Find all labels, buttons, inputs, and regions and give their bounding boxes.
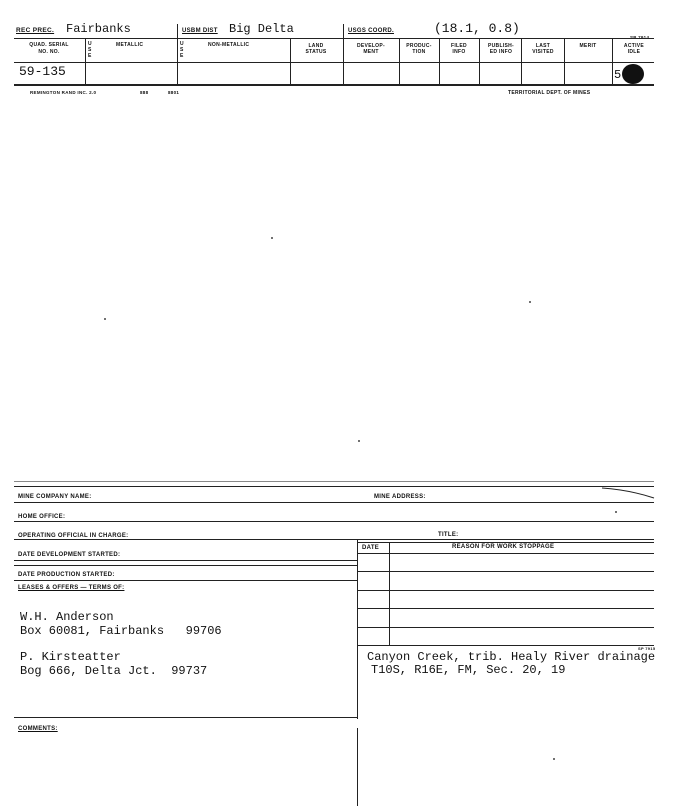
leases-label: LEASES & OFFERS — TERMS OF:: [18, 585, 125, 591]
usgs-coord-label: USGS COORD.: [348, 28, 394, 34]
col-filed-info: FILED INFO: [451, 43, 467, 55]
location-line1: Canyon Creek, trib. Healy River drainage: [367, 650, 656, 664]
col-nonmetallic: NON-METALLIC: [208, 42, 250, 48]
col-divider: [612, 38, 613, 84]
home-office-label: HOME OFFICE:: [18, 514, 66, 520]
usbm-dist-value: Big Delta: [229, 22, 294, 36]
form-line: [14, 580, 357, 581]
col-published-info: PUBLISH- ED INFO: [487, 43, 514, 55]
date-dev-label: DATE DEVELOPMENT STARTED:: [18, 552, 121, 558]
col-use-nonmetallic: U S E: [180, 41, 184, 59]
speck: [104, 318, 106, 320]
location-line2: T10S, R16E, FM, Sec. 20, 19: [371, 663, 566, 677]
card-bottom-line: [14, 84, 654, 86]
form-line: [14, 717, 357, 718]
form-line: [357, 590, 654, 591]
col-divider: [399, 38, 400, 84]
form-code-top: SP 7914: [630, 35, 650, 40]
form-line: [14, 502, 654, 503]
header-top-line: [14, 38, 654, 39]
form-line: [14, 565, 357, 566]
col-divider: [479, 38, 480, 84]
col-development: DEVELOP- MENT: [357, 43, 385, 55]
printer-code-2: 8801: [168, 90, 180, 95]
owner1-address: Box 60081, Fairbanks 99706: [20, 624, 222, 638]
title-label: TITLE:: [438, 532, 459, 538]
col-divider: [290, 38, 291, 84]
form-line: [357, 608, 654, 609]
col-divider: [439, 38, 440, 84]
col-metallic: METALLIC: [116, 42, 144, 48]
speck: [553, 758, 555, 760]
usgs-coord-value: (18.1, 0.8): [434, 21, 520, 36]
col-divider: [343, 38, 344, 84]
form-line: [14, 486, 654, 487]
col-quad: QUAD. SERIAL: [29, 42, 69, 48]
form-line: [14, 521, 654, 522]
col-land-status: LAND STATUS: [305, 43, 327, 55]
col-use-metallic: U S E: [88, 41, 92, 59]
speck: [271, 237, 273, 239]
date-prod-label: DATE PRODUCTION STARTED:: [18, 572, 115, 578]
col-divider: [521, 38, 522, 84]
form-line: [357, 645, 654, 646]
owner1-name: W.H. Anderson: [20, 610, 114, 624]
speck: [615, 511, 617, 513]
comments-divider: [357, 728, 358, 806]
date-col-header: DATE: [362, 545, 380, 551]
printer-code-1: 888: [140, 90, 149, 95]
department-label: TERRITORIAL DEPT. OF MINES: [508, 90, 591, 96]
col-no: NO. NO.: [38, 49, 60, 55]
form-code-bottom: SP 7915: [638, 646, 656, 651]
owner2-address: Bog 666, Delta Jct. 99737: [20, 664, 208, 678]
comments-label: COMMENTS:: [18, 726, 58, 732]
col-merit: MERIT: [579, 43, 597, 49]
col-divider: [85, 38, 86, 84]
active-mark: 5: [614, 68, 622, 82]
printer-label: REMINGTON RAND INC. 2.0: [30, 90, 97, 95]
active-dot: [622, 64, 644, 84]
form-line: [14, 560, 357, 561]
col-last-visited: LAST VISITED: [532, 43, 554, 55]
speck: [529, 301, 531, 303]
mine-company-label: MINE COMPANY NAME:: [18, 494, 92, 500]
col-active-idle: ACTIVE IDLE: [623, 43, 645, 55]
form-line: [14, 539, 654, 540]
header-sub-line: [14, 62, 654, 63]
serial-value: 59-135: [19, 64, 66, 79]
col-production: PRODUC- TION: [406, 43, 432, 55]
mine-address-label: MINE ADDRESS:: [374, 494, 426, 500]
owner2-name: P. Kirsteatter: [20, 650, 121, 664]
col-divider: [564, 38, 565, 84]
date-col-divider: [389, 542, 390, 645]
divider: [343, 24, 344, 38]
corner-curl: [600, 480, 656, 500]
col-divider: [177, 38, 178, 84]
form-line: [357, 627, 654, 628]
speck: [358, 440, 360, 442]
form-top-line: [14, 481, 654, 482]
divider: [177, 24, 178, 38]
form-center-divider: [357, 539, 358, 719]
reason-col-header: REASON FOR WORK STOPPAGE: [452, 544, 555, 550]
usbm-dist-label: USBM DIST: [182, 28, 218, 34]
operating-official-label: OPERATING OFFICIAL IN CHARGE:: [18, 533, 129, 539]
form-line: [357, 553, 654, 554]
form-line: [357, 542, 654, 543]
rec-prec-label: REC PREC.: [16, 27, 55, 34]
rec-prec-value: Fairbanks: [66, 22, 131, 36]
form-line: [357, 571, 654, 572]
